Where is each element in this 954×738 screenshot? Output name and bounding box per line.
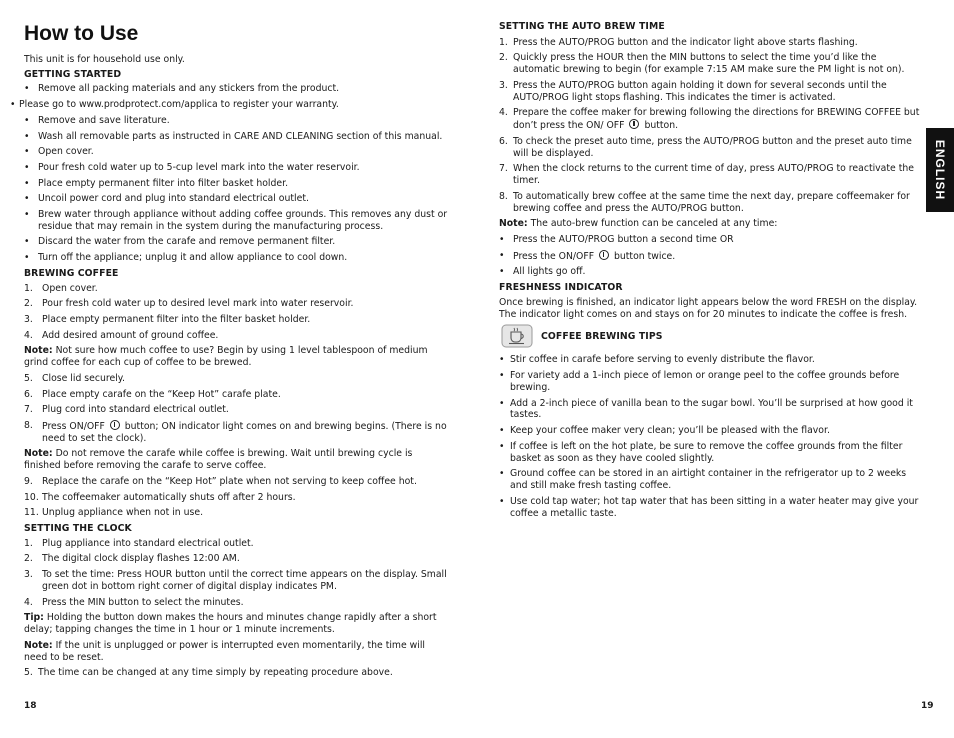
step-text-cont: button.	[641, 120, 679, 132]
tip-item	[499, 425, 921, 437]
item-marker: •	[24, 193, 30, 205]
bullet: •	[499, 354, 505, 366]
item-text: When the clock returns to the current time of day, press AUTO/PROG to reactivate the timer.	[513, 163, 914, 187]
item-marker: •	[24, 130, 30, 142]
step-text: The time can be changed at any time simply by repeating procedure above.	[38, 667, 393, 679]
note-label: Note:	[24, 448, 53, 460]
freshness-heading: FRESHNESS INDICATOR	[499, 282, 623, 294]
item-marker: 5.	[24, 372, 33, 384]
note-label: Note:	[499, 218, 528, 230]
tip-text: Add a 2-inch piece of vanilla bean to the sugar bowl. You’ll be surprised at how good it tastes.	[510, 397, 913, 421]
tip-label: Tip:	[24, 612, 44, 624]
tip-text: For variety add a 1-inch piece of lemon or orange peel to the coffee grounds before brewing.	[510, 370, 900, 393]
list-item	[24, 115, 449, 127]
freshness-text: Once brewing is finished, an indicator light appears below the word FRESH on the display. The indicator light comes on and stays on for 20 minutes to indicate the coffee is fresh.	[499, 296, 918, 320]
list-item	[24, 252, 449, 264]
item-marker: 8.	[499, 190, 508, 202]
bullet: •	[499, 397, 505, 409]
cancel-item-1: • Press the AUTO/PROG button a second time OR	[499, 234, 921, 246]
list-item	[24, 373, 449, 385]
brewing-steps-a	[24, 283, 449, 342]
item-marker: 4.	[24, 596, 33, 608]
item-marker: •	[24, 208, 30, 220]
note-text: Not sure how much coffee to use? Begin by using 1 level tablespoon of medium grind coffee for each cup of coffee to be brewed.	[24, 345, 428, 369]
bullet: •	[499, 440, 505, 452]
step-text: Prepare the coffee maker for brewing following the directions for BREWING COFFEE but don’t press the ON/ OFF	[513, 107, 920, 132]
item-text: Press the AUTO/PROG button and the indicator light above starts flashing.	[513, 36, 858, 48]
list-item	[24, 492, 449, 504]
list-item	[24, 236, 449, 248]
power-icon	[629, 119, 639, 129]
item-text: Press the MIN button to select the minutes.	[42, 596, 244, 608]
list-item	[24, 283, 449, 295]
item-marker: •	[24, 236, 30, 248]
item-marker: 7.	[499, 163, 508, 175]
item-text: Remove and save literature.	[38, 114, 170, 126]
cancel-text: All lights go off.	[513, 266, 586, 278]
power-icon	[599, 250, 609, 260]
tips-heading: COFFEE BREWING TIPS	[541, 330, 663, 342]
item-text: The digital clock display flashes 12:00 AM.	[42, 553, 240, 565]
item-marker: •	[24, 161, 30, 173]
step-text-cont: button; ON indicator light comes on and brewing begins. (There is no need to set the clock).	[42, 420, 447, 444]
intro-text: This unit is for household use only.	[24, 54, 185, 65]
item-marker: •	[10, 99, 16, 111]
cancel-text: Press the ON/OFF	[513, 250, 595, 262]
note-label: Note:	[24, 639, 53, 651]
auto-brew-heading: SETTING THE AUTO BREW TIME	[499, 21, 665, 32]
item-text: Discard the water from the carafe and remove permanent filter.	[38, 236, 336, 248]
right-column	[499, 21, 921, 523]
list-item	[24, 330, 449, 342]
tip-text: Use cold tap water; hot tap water that has been sitting in a water heater may give your coffee a metallic taste.	[510, 495, 919, 519]
auto-brew-step-4	[499, 107, 921, 132]
list-item	[24, 553, 449, 565]
item-text: Turn off the appliance; unplug it and allow appliance to cool down.	[38, 252, 348, 264]
tip-text: Holding the button down makes the hours and minutes change rapidly after a short delay; tapping changes the time in 1 hour or 1 minute increments.	[24, 612, 437, 636]
bullet: •	[499, 425, 505, 437]
clock-steps	[24, 538, 449, 609]
list-item	[24, 476, 449, 488]
item-text: Quickly press the HOUR then the MIN buttons to select the time you’d like the automatic brewing to begin (for example 7:15 AM make sure the PM light is not on).	[513, 52, 905, 76]
tip-text: Stir coffee in carafe before serving to evenly distribute the flavor.	[510, 354, 815, 366]
item-text: Wash all removable parts as instructed in CARE AND CLEANING section of this manual.	[38, 130, 443, 142]
item-marker: 1.	[24, 282, 33, 294]
item-text: Pour fresh cold water up to desired level mark into water reservoir.	[42, 298, 354, 310]
tip-text: Keep your coffee maker very clean; you’ll be pleased with the flavor.	[510, 425, 830, 437]
tips-header	[499, 324, 921, 348]
page-title: How to Use	[24, 22, 139, 45]
item-text: Place empty carafe on the “Keep Hot” carafe plate.	[42, 388, 281, 400]
brewing-coffee-heading: BREWING COFFEE	[24, 267, 119, 279]
item-marker: 2.	[24, 553, 33, 565]
item-marker: 6.	[499, 135, 508, 147]
cancel-text: Press the AUTO/PROG button a second time OR	[513, 234, 734, 246]
tip-item	[499, 441, 921, 465]
list-item	[24, 193, 449, 205]
list-item	[24, 298, 449, 310]
getting-started-list	[10, 83, 449, 264]
item-marker: 7.	[24, 404, 33, 416]
item-marker: 2.	[24, 298, 33, 310]
item-text: Unplug appliance when not in use.	[42, 507, 204, 519]
step-number: 8.	[24, 419, 33, 431]
list-item	[499, 191, 921, 215]
list-item	[10, 99, 449, 111]
item-text: Place empty permanent filter into the filter basket holder.	[42, 314, 311, 326]
list-item	[499, 163, 921, 187]
tip-item	[499, 370, 921, 394]
auto-brew-note	[499, 218, 921, 230]
left-column	[10, 54, 449, 683]
note-text: The auto-brew function can be canceled at any time:	[527, 218, 778, 230]
coffee-cup-icon	[499, 324, 535, 348]
item-marker: •	[24, 177, 30, 189]
list-item	[24, 538, 449, 550]
cancel-item-2: • Press the ON/OFF button twice.	[499, 249, 676, 262]
tip-item	[499, 354, 921, 366]
list-item	[24, 162, 449, 174]
list-item	[24, 404, 449, 416]
item-text: To set the time: Press HOUR button until the correct time appears on the display. Small green dot in bottom right corner of digital display indicates PM.	[42, 569, 447, 592]
page-number-right: 19	[921, 701, 934, 711]
cancel-text-cont: button twice.	[611, 250, 676, 262]
item-text: Remove all packing materials and any stickers from the product.	[38, 83, 340, 95]
list-item	[24, 314, 449, 326]
item-marker: 3.	[24, 314, 33, 326]
list-item	[499, 136, 921, 160]
item-text: Place empty permanent filter into filter basket holder.	[38, 177, 289, 189]
brewing-note-2	[24, 448, 449, 472]
list-item	[24, 83, 449, 95]
item-marker: •	[24, 83, 30, 95]
item-marker: •	[24, 114, 30, 126]
tip-item	[499, 468, 921, 492]
list-item	[499, 37, 921, 49]
clock-tip	[24, 612, 449, 636]
item-text: Add desired amount of ground coffee.	[42, 329, 219, 341]
item-text: The coffeemaker automatically shuts off after 2 hours.	[42, 491, 296, 503]
list-item	[24, 131, 449, 143]
item-marker: 1.	[499, 36, 508, 48]
getting-started-heading: GETTING STARTED	[24, 68, 122, 80]
list-item	[499, 80, 921, 104]
step-text: Press ON/OFF	[42, 420, 105, 432]
tip-text: If coffee is left on the hot plate, be sure to remove the coffee grounds from the filter basket as soon as they have cooled slightly.	[510, 440, 903, 464]
item-marker: 1.	[24, 537, 33, 549]
item-marker: 10.	[24, 491, 39, 503]
item-marker: 3.	[24, 569, 33, 581]
item-marker: 4.	[24, 329, 33, 341]
clock-step-5	[24, 667, 449, 679]
item-text: Open cover.	[42, 282, 98, 294]
list-item	[24, 507, 449, 519]
note-text: Do not remove the carafe while coffee is brewing. Wait until brewing cycle is finished before removing the carafe to serve coffee.	[24, 448, 413, 472]
bullet: •	[499, 468, 505, 480]
note-text: If the unit is unplugged or power is interrupted even momentarily, the time will need to be reset.	[24, 639, 426, 663]
auto-brew-steps-a	[499, 37, 921, 104]
setting-clock-heading: SETTING THE CLOCK	[24, 522, 132, 534]
bullet: •	[499, 495, 505, 507]
item-marker: 3.	[499, 79, 508, 91]
list-item	[499, 52, 921, 76]
item-text: Replace the carafe on the “Keep Hot” plate when not serving to keep coffee hot.	[42, 475, 417, 487]
language-tab	[926, 128, 954, 212]
brewing-steps-c	[24, 476, 449, 519]
brewing-steps-b	[24, 373, 449, 416]
tip-item	[499, 398, 921, 422]
tip-text: Ground coffee can be stored in an airtight container in the refrigerator up to 2 weeks and still make fresh tasting coffee.	[510, 468, 907, 492]
bullet: •	[499, 370, 505, 382]
item-marker: •	[24, 252, 30, 264]
clock-note	[24, 640, 449, 664]
item-marker: 9.	[24, 475, 33, 487]
item-marker: 2.	[499, 52, 508, 64]
item-text: Plug appliance into standard electrical outlet.	[42, 537, 254, 549]
language-label: ENGLISH	[933, 139, 947, 201]
item-text: To check the preset auto time, press the AUTO/PROG button and the preset auto time will be displayed.	[513, 135, 912, 159]
step-number: 4.	[499, 107, 508, 119]
list-item	[24, 146, 449, 158]
list-item	[24, 209, 449, 233]
cancel-item-3: • All lights go off.	[499, 266, 921, 278]
brewing-step-8	[24, 420, 449, 445]
item-text: To automatically brew coffee at the same time the next day, prepare coffeemaker for brewing coffee and press the AUTO/PROG button.	[513, 190, 910, 214]
auto-brew-steps-b	[499, 136, 921, 215]
brewing-note-1	[24, 345, 449, 369]
list-item	[24, 389, 449, 401]
list-item	[24, 597, 449, 609]
item-marker: 11.	[24, 507, 39, 519]
item-marker: •	[24, 146, 30, 158]
power-icon	[110, 420, 120, 430]
list-item	[24, 569, 449, 593]
item-text: Plug cord into standard electrical outlet.	[42, 404, 229, 416]
item-text: Uncoil power cord and plug into standard electrical outlet.	[38, 193, 309, 205]
note-label: Note:	[24, 345, 53, 357]
item-marker: 6.	[24, 388, 33, 400]
item-text: Pour fresh cold water up to 5-cup level mark into the water reservoir.	[38, 161, 360, 173]
step-number: 5.	[24, 667, 33, 679]
item-text: Please go to www.prodprotect.com/applica to register your warranty.	[19, 99, 339, 111]
item-text: Brew water through appliance without adding coffee grounds. This removes any dust or residue that may remain in the system during the manufacturing process.	[38, 208, 448, 232]
item-text: Open cover.	[38, 146, 94, 158]
tip-item	[499, 496, 921, 520]
list-item	[24, 178, 449, 190]
item-text: Close lid securely.	[42, 372, 125, 384]
page-number-left: 18	[24, 701, 37, 711]
tips-list	[499, 354, 921, 519]
item-text: Press the AUTO/PROG button again holding it down for several seconds until the AUTO/PROG light stops flashing. This indicates the timer is activated.	[513, 79, 887, 103]
